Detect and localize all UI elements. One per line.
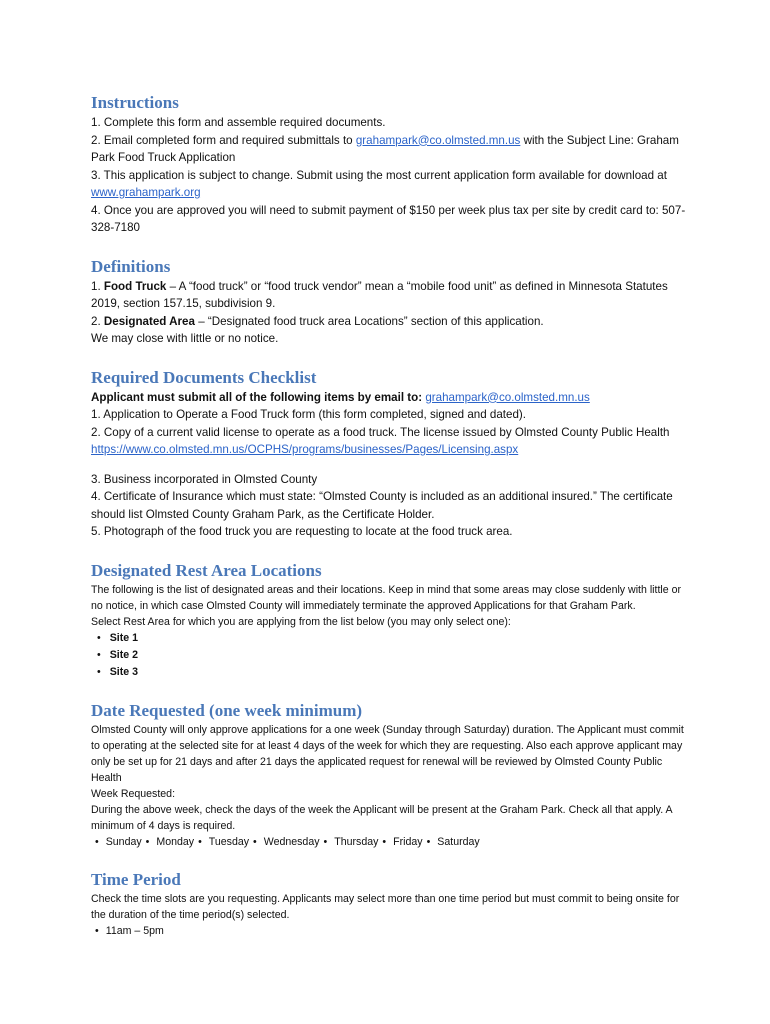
date-requested-section (91, 700, 691, 850)
time-slot-option[interactable]: • 11am – 5pm (91, 923, 691, 939)
day-option-thursday[interactable]: • Thursday (320, 834, 379, 850)
day-options (91, 834, 691, 850)
days-instructions: During the above week, check the days of the week the Applicant will be present at the Graham Park. Check all that apply. A minimum of 4 days is required. (91, 803, 673, 832)
day-option-wednesday[interactable]: • Wednesday (249, 834, 319, 850)
definition-number: 2. (91, 314, 104, 328)
instructions-item-2-subject: with the Subject Line: Graham Park Food Truck Application (91, 133, 679, 164)
rest-area-select-text: Select Rest Area for which you are applying from the list below (you may only select one): (91, 615, 511, 628)
time-period-section (91, 869, 691, 939)
instructions-section (91, 92, 691, 237)
licensing-link[interactable]: https://www.co.olmsted.mn.us/OCPHS/programs/businesses/Pages/Licensing.aspx (91, 443, 519, 456)
checklist-item-2 (91, 424, 691, 459)
checklist-item-1: 1. Application to Operate a Food Truck form (this form completed, signed and dated). (91, 408, 526, 421)
email-link[interactable]: grahampark@co.olmsted.mn.us (355, 133, 521, 147)
checklist-item-4: 4. Certificate of Insurance which must state: “Olmsted County is included as an additional insured.” The certificate should list Olmsted County Graham Park, as the Certificate Holder. (91, 490, 673, 521)
instructions-item-1: 1. Complete this form and assemble required documents. (91, 116, 386, 129)
site-option[interactable]: • Site 2 (91, 647, 691, 664)
definition-number: 1. (91, 279, 104, 293)
checklist-item-2-text: 2. Copy of a current valid license to operate as a food truck. The license issued by Olmsted County Public Health (91, 425, 670, 439)
definitions-heading: Definitions (91, 256, 171, 276)
week-requested-label: Week Requested: (91, 787, 176, 800)
website-link[interactable]: www.grahampark.org (91, 186, 201, 199)
definition-designated-area (91, 313, 691, 331)
spacer (91, 459, 691, 471)
definition-food-truck (91, 278, 691, 313)
definition-text: – A “food truck” or “food truck vendor” mean a “mobile food unit” as defined in Minnesota Statutes 2019, section 157.15, subdivision 9. (91, 279, 668, 310)
site-option[interactable]: • Site 1 (91, 630, 691, 647)
checklist-item-5: 5. Photograph of the food truck you are requesting to locate at the food truck area. (91, 525, 513, 538)
checklist-lead-text: Applicant must submit all of the following items by email to: (91, 390, 426, 404)
instructions-item-2 (91, 132, 691, 167)
site-list (91, 630, 691, 681)
rest-area-paragraph: The following is the list of designated areas and their locations. Keep in mind that some areas may close suddenly with little or no notice, in which case Olmsted County will immediately terminate the approved Applications for that Graham Park. (91, 583, 682, 612)
definition-term: Food Truck (103, 279, 167, 293)
definitions-section (91, 256, 691, 348)
checklist-lead (91, 389, 691, 407)
definitions-note: We may close with little or no notice. (91, 332, 279, 345)
day-option-monday[interactable]: • Monday (142, 834, 194, 850)
site-option[interactable]: • Site 3 (91, 664, 691, 681)
instructions-heading: Instructions (91, 93, 179, 112)
day-option-saturday[interactable]: • Saturday (423, 834, 480, 850)
instructions-item-2-text: 2. Email completed form and required submittals to (91, 133, 356, 147)
time-period-paragraph: Check the time slots are you requesting. Applicants may select more than one time period but must commit to being onsite for the duration of the time period(s) selected. (91, 892, 680, 921)
checklist-heading: Required Documents Checklist (91, 367, 317, 387)
day-option-tuesday[interactable]: • Tuesday (194, 834, 249, 850)
date-requested-paragraph: Olmsted County will only approve applications for a one week (Sunday through Saturday) duration. The Applicant must commit to operating at the selected site for at least 4 days of the week for which they are requesting. Also each approve applicant may only be set up for 21 days and after 21 days the applicated request for renewal will be reviewed by Olmsted County Public Health (91, 723, 684, 784)
day-option-friday[interactable]: • Friday (378, 834, 422, 850)
day-option-sunday[interactable]: • Sunday (91, 834, 142, 850)
checklist-email-link[interactable]: grahampark@co.olmsted.mn.us (425, 390, 590, 404)
instructions-item-3 (91, 167, 691, 202)
checklist-item-3: 3. Business incorporated in Olmsted County (91, 472, 318, 486)
checklist-section (91, 367, 691, 541)
instructions-item-4: 4. Once you are approved you will need to submit payment of $150 per week plus tax per site by credit card to: 507-328-7180 (91, 203, 686, 234)
rest-area-section (91, 560, 691, 681)
time-period-heading: Time Period (91, 869, 181, 889)
date-requested-heading: Date Requested (one week minimum) (91, 700, 363, 720)
definition-text: – “Designated food truck area Locations” section of this application. (194, 314, 544, 328)
definition-term: Designated Area (103, 314, 195, 328)
document-body (91, 92, 691, 939)
rest-area-heading: Designated Rest Area Locations (91, 560, 322, 580)
instructions-item-3-text: 3. This application is subject to change. Submit using the most current application form available for download at (91, 168, 667, 182)
